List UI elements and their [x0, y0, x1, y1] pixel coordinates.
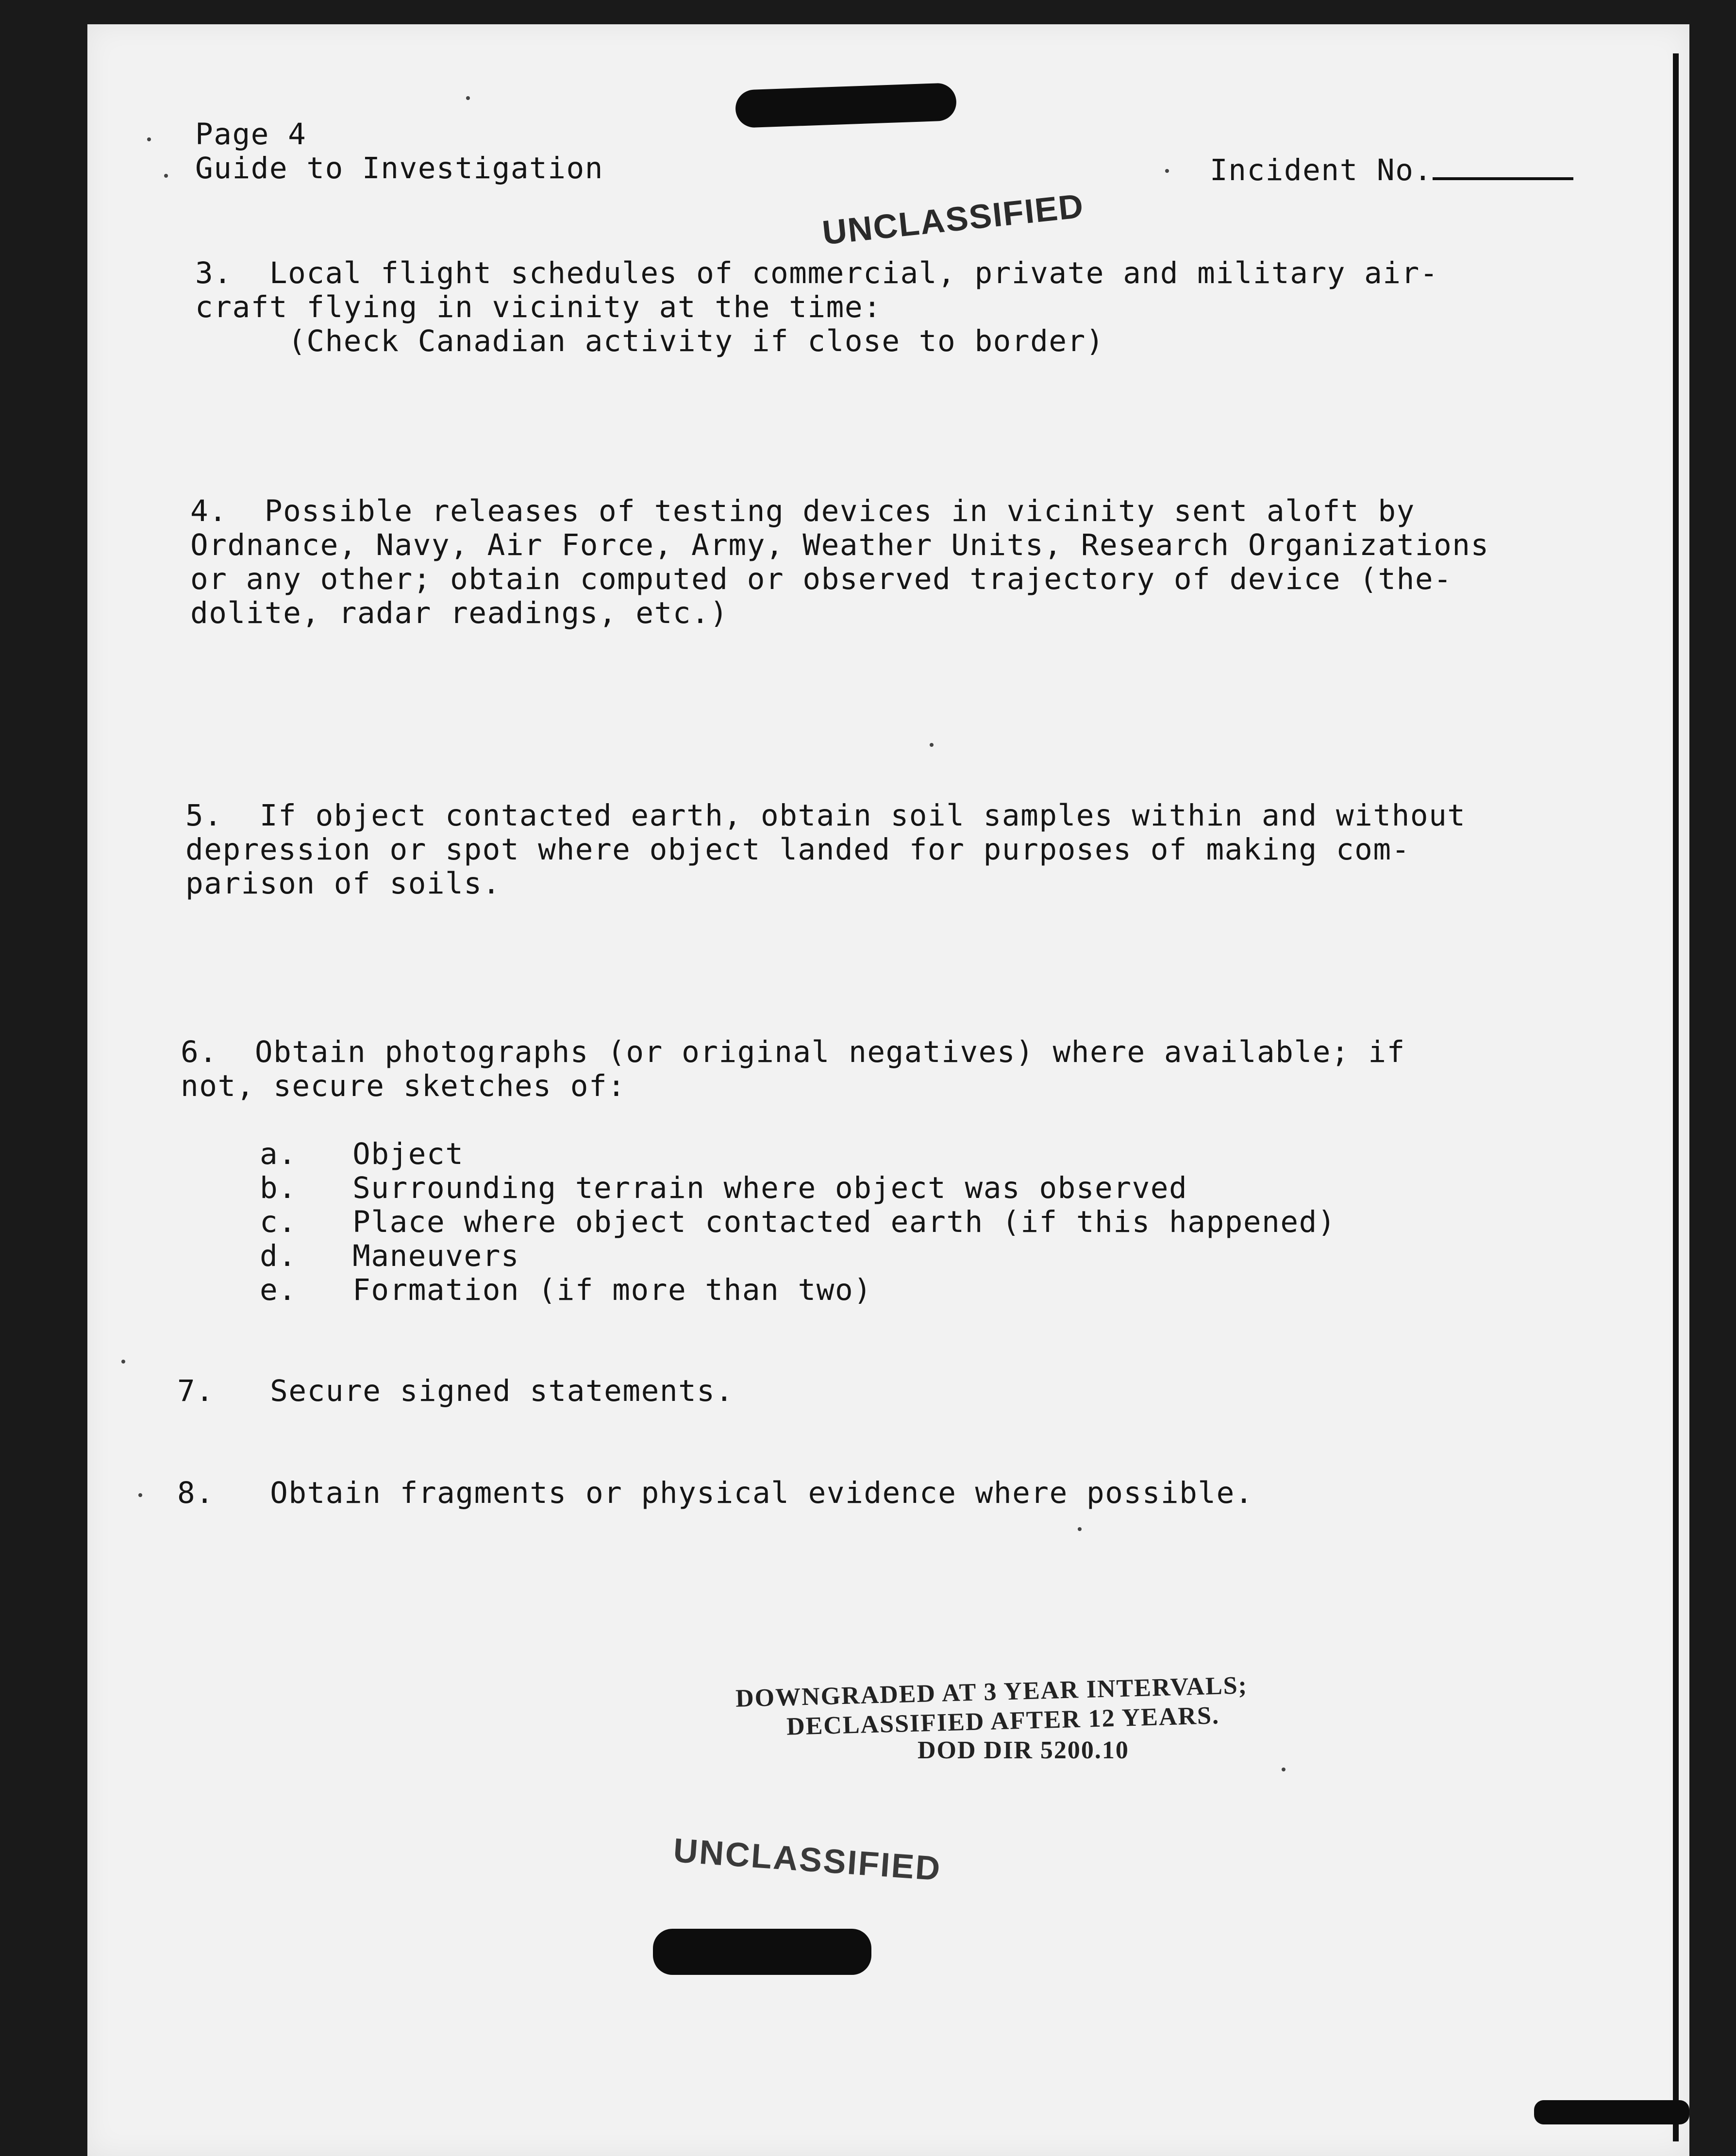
item-4-line-4: dolite, radar readings, etc.): [190, 596, 729, 630]
redaction-bar-top: [735, 83, 957, 128]
scan-speck: [138, 1493, 142, 1497]
scan-speck: [164, 174, 168, 178]
scan-speck: [147, 137, 151, 141]
item-6-sub-d: d. Maneuvers: [260, 1239, 520, 1273]
item-3-line-2: craft flying in vicinity at the time:: [195, 290, 882, 324]
item-6-line-1: 6. Obtain photographs (or original negatives) where available; if: [181, 1035, 1405, 1069]
declassification-line-3: DOD DIR 5200.10: [918, 1736, 1129, 1764]
scan-speck: [121, 1360, 125, 1364]
item-3-line-1: 3. Local flight schedules of commercial, private and military air-: [195, 256, 1439, 290]
item-7: 7. Secure signed statements.: [177, 1374, 734, 1408]
item-6-sub-e: e. Formation (if more than two): [260, 1273, 872, 1307]
declassification-line-1: DOWNGRADED AT 3 YEAR INTERVALS;: [735, 1671, 1248, 1713]
item-5-line-3: parison of soils.: [185, 866, 501, 901]
item-5-line-2: depression or spot where object landed for purposes of making com-: [185, 832, 1410, 867]
unclassified-stamp-bottom: UNCLASSIFIED: [672, 1831, 943, 1888]
item-6-line-2: not, secure sketches of:: [181, 1069, 626, 1103]
page-number: Page 4: [195, 117, 307, 152]
item-6-sub-a: a. Object: [260, 1137, 464, 1171]
scan-speck: [1078, 1527, 1082, 1531]
item-5-line-1: 5. If object contacted earth, obtain soil samples within and without: [185, 798, 1466, 833]
item-4-line-3: or any other; obtain computed or observed trajectory of device (the-: [190, 562, 1452, 596]
incident-number-field: [1210, 153, 1573, 187]
item-4-line-2: Ordnance, Navy, Air Force, Army, Weather Units, Research Organizations: [190, 528, 1489, 562]
incident-number-label: Incident No.: [1210, 153, 1433, 187]
corner-mark: [1534, 2100, 1689, 2124]
item-3-line-3: (Check Canadian activity if close to border): [195, 324, 1105, 358]
declassification-line-2: DECLASSIFIED AFTER 12 YEARS.: [786, 1701, 1220, 1741]
item-6-sub-b: b. Surrounding terrain where object was observed: [260, 1171, 1188, 1205]
page-edge-rule: [1673, 53, 1679, 2141]
scan-speck: [930, 743, 934, 747]
scan-speck: [1165, 169, 1169, 173]
incident-number-blank: [1433, 155, 1573, 180]
item-8: 8. Obtain fragments or physical evidence where possible.: [177, 1476, 1254, 1510]
item-4-line-1: 4. Possible releases of testing devices in vicinity sent aloft by: [190, 494, 1415, 528]
item-6-sub-c: c. Place where object contacted earth (if this happened): [260, 1205, 1336, 1239]
scan-speck: [466, 96, 470, 100]
scan-speck: [1282, 1768, 1285, 1771]
document-title: Guide to Investigation: [195, 151, 603, 185]
redaction-bar-bottom: [653, 1929, 871, 1975]
unclassified-stamp-top: UNCLASSIFIED: [820, 186, 1086, 252]
